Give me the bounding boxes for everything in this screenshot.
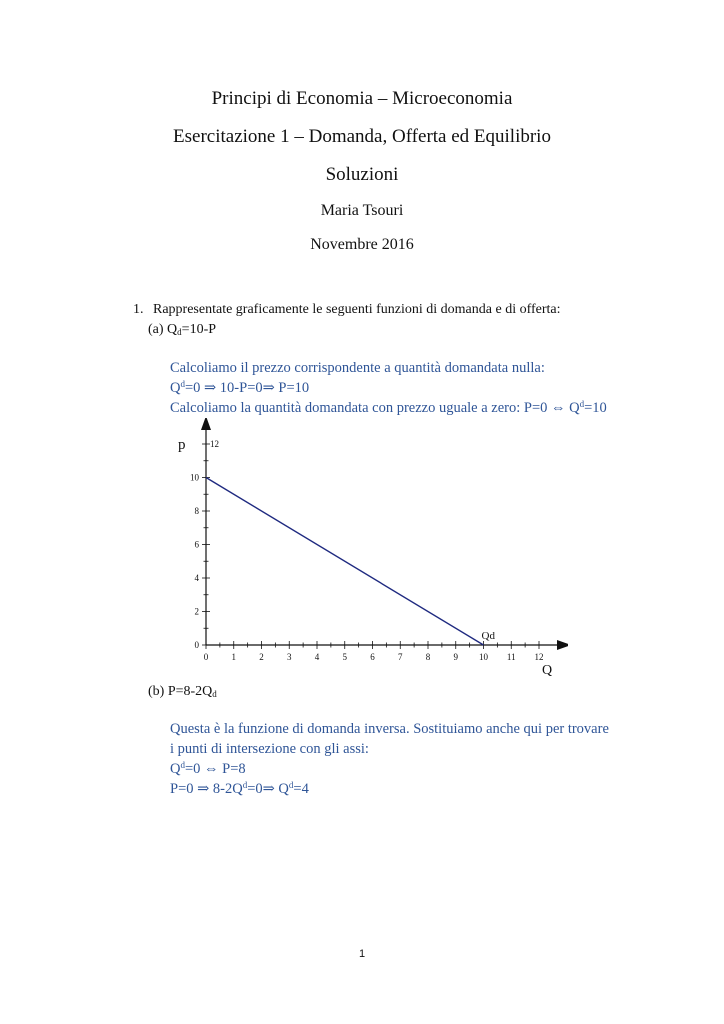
x-tick-label: 7	[398, 652, 403, 662]
y-axis-label: p	[178, 437, 186, 453]
x-axis-arrow	[557, 640, 568, 650]
part-a-line-1: Calcoliamo il prezzo corrispondente a quantità domandata nulla:	[170, 360, 545, 376]
chart-ticks	[190, 439, 544, 662]
x-tick-label: 0	[203, 652, 209, 662]
author-name: Maria Tsouri	[320, 202, 404, 219]
x-tick-label: 6	[370, 652, 375, 662]
y-tick-label: 4	[194, 573, 199, 583]
x-tick-label: 10	[479, 652, 488, 662]
exercise-number: 1.	[133, 302, 144, 317]
part-a-line-3-sup: d	[579, 399, 585, 409]
part-b-subscript: d	[212, 689, 217, 699]
part-b-line-4-b: =0⇒ Q	[247, 781, 289, 797]
x-axis-label: Q	[542, 663, 553, 678]
y-tick-label: 6	[194, 539, 199, 550]
part-a-line-3-b: =10	[584, 400, 607, 416]
part-b-line-3-q: Q	[170, 761, 181, 777]
y-tick-label: 2	[194, 606, 199, 617]
part-a-line-2-rest: =0 ⇒ 10-P=0⇒ P=10	[184, 380, 310, 396]
page-number: 1	[358, 948, 366, 960]
x-tick-label: 5	[342, 652, 347, 662]
part-b-line-1: Questa è la funzione di domanda inversa. Sostituiamo anche qui per trovare	[170, 721, 609, 737]
x-tick-label: 8	[425, 652, 431, 662]
y-tick-label: 0	[194, 640, 199, 650]
x-tick-label: 1	[231, 652, 236, 662]
x-tick-label: 4	[314, 652, 320, 662]
x-tick-label: 11	[506, 652, 516, 662]
part-b-line-3-rest: =0 ⇔ P=8	[184, 761, 246, 777]
part-a-q: Q	[167, 322, 178, 337]
part-a-equation	[148, 322, 216, 338]
part-b-equation	[148, 684, 217, 700]
x-tick-label: 3	[287, 652, 292, 662]
x-tick-label: 2	[259, 652, 264, 662]
part-b-line-3	[170, 761, 246, 778]
part-b-line-4-c: =4	[293, 781, 309, 797]
part-a-rest: =10-P	[181, 322, 217, 337]
y-tick-label: 12	[210, 439, 219, 449]
chart-axes	[201, 418, 568, 650]
part-a-line-2-sup: d	[180, 379, 185, 389]
part-a-label: (a)	[148, 322, 164, 337]
chart-series	[206, 478, 484, 646]
demand-curve-line	[206, 478, 484, 646]
part-b-label: (b)	[148, 684, 165, 699]
x-tick-label: 9	[453, 652, 458, 662]
part-b-line-4-sup: d	[242, 780, 248, 790]
document-date: Novembre 2016	[310, 236, 414, 253]
y-tick-label: 10	[190, 472, 199, 483]
y-tick-label: 8	[194, 506, 199, 516]
part-a-line-3-a: Calcoliamo la quantità domandata con prezzo uguale a zero: P=0 ⇔ Q	[170, 400, 580, 416]
part-a-line-3	[170, 400, 607, 417]
demand-chart	[168, 418, 568, 680]
solutions-heading: Soluzioni	[325, 164, 399, 185]
part-a-line-2	[170, 380, 309, 397]
part-b-main: P=8-2Q	[167, 684, 213, 699]
part-b-line-4-a: P=0 ⇒ 8-2Q	[170, 781, 243, 797]
y-axis-arrow	[201, 418, 211, 430]
curve-annotation-label: Qd	[481, 630, 495, 642]
part-a-subscript: d	[177, 327, 182, 337]
x-tick-label: 12	[534, 652, 544, 662]
document-subtitle: Esercitazione 1 – Domanda, Offerta ed Equilibrio	[173, 126, 551, 147]
part-b-line-4	[170, 781, 309, 798]
document-title: Principi di Economia – Microeconomia	[211, 88, 513, 109]
part-b-line-4-sup-2: d	[288, 780, 294, 790]
exercise-prompt: Rappresentate graficamente le seguenti funzioni di domanda e di offerta:	[153, 302, 561, 317]
part-b-line-3-sup: d	[180, 760, 185, 770]
part-a-line-2-q: Q	[170, 380, 181, 396]
part-b-line-2: i punti di intersezione con gli assi:	[170, 741, 369, 757]
